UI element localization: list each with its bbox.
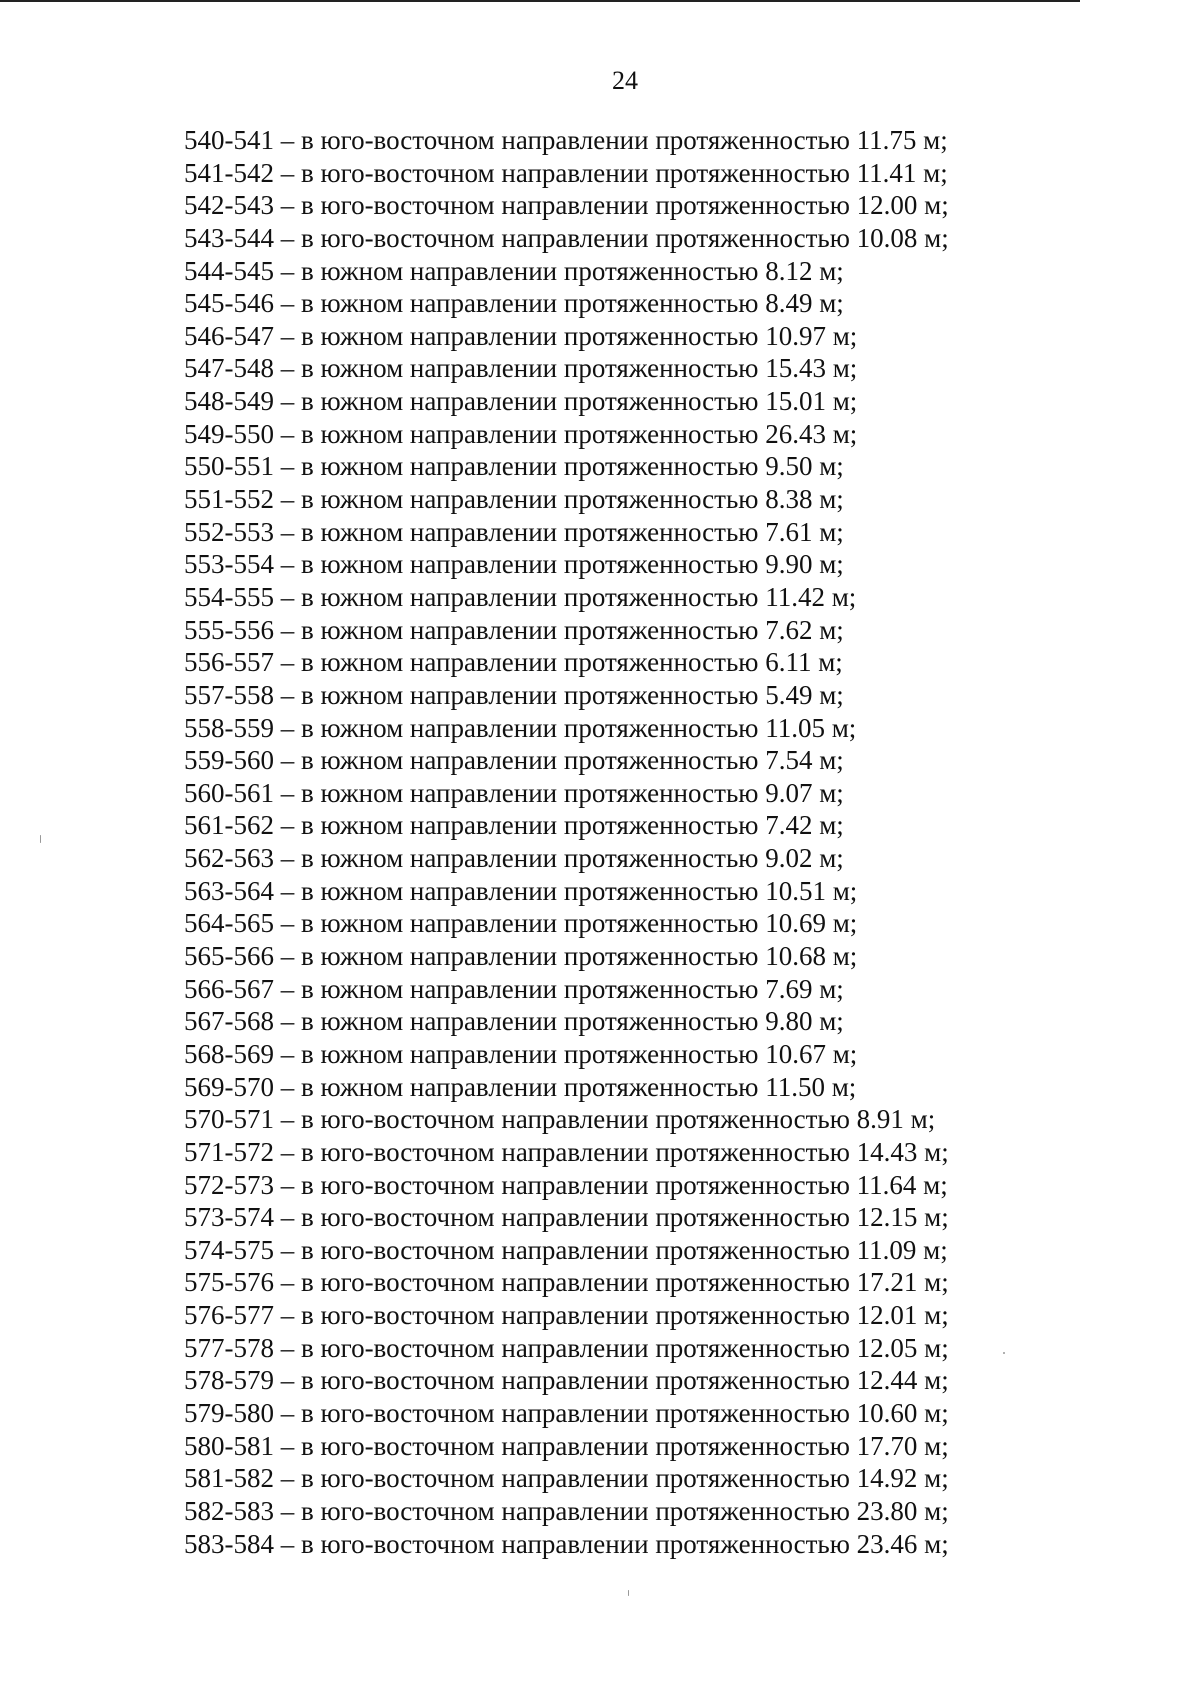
segment-line: 555-556 – в южном направлении протяженностью 7.62 м; <box>184 614 844 645</box>
segment-line: 575-576 – в юго-восточном направлении протяженностью 17.21 м; <box>184 1267 949 1298</box>
segment-line: 565-566 – в южном направлении протяженностью 10.68 м; <box>184 941 858 972</box>
segment-line: 560-561 – в южном направлении протяженностью 9.07 м; <box>184 777 844 808</box>
segment-line: 543-544 – в юго-восточном направлении протяженностью 10.08 м; <box>184 222 949 253</box>
segment-line: 545-546 – в южном направлении протяженностью 8.49 м; <box>184 288 844 319</box>
page-number: 24 <box>612 66 638 95</box>
segment-line: 577-578 – в юго-восточном направлении протяженностью 12.05 м; <box>184 1332 949 1363</box>
segment-line: 548-549 – в южном направлении протяженностью 15.01 м; <box>184 386 858 417</box>
segment-line: 541-542 – в юго-восточном направлении протяженностью 11.41 м; <box>184 157 948 188</box>
segment-line: 540-541 – в юго-восточном направлении протяженностью 11.75 м; <box>184 125 948 155</box>
segment-line: 557-558 – в южном направлении протяженностью 5.49 м; <box>184 679 844 710</box>
segment-line: 579-580 – в юго-восточном направлении протяженностью 10.60 м; <box>184 1397 949 1428</box>
boundary-segment-list <box>184 124 949 1560</box>
segment-line: 562-563 – в южном направлении протяженностью 9.02 м; <box>184 843 844 874</box>
segment-line: 574-575 – в юго-восточном направлении протяженностью 11.09 м; <box>184 1234 948 1265</box>
segment-line: 576-577 – в юго-восточном направлении протяженностью 12.01 м; <box>184 1300 949 1331</box>
segment-line: 569-570 – в южном направлении протяженностью 11.50 м; <box>184 1071 857 1102</box>
segment-line: 580-581 – в юго-восточном направлении протяженностью 17.70 м; <box>184 1430 949 1461</box>
scan-speck <box>40 835 41 843</box>
segment-line: 563-564 – в южном направлении протяженностью 10.51 м; <box>184 875 858 906</box>
segment-line: 573-574 – в юго-восточном направлении протяженностью 12.15 м; <box>184 1202 949 1233</box>
segment-line: 578-579 – в юго-восточном направлении протяженностью 12.44 м; <box>184 1365 949 1396</box>
scan-top-edge <box>0 0 1200 2</box>
segment-line: 547-548 – в южном направлении протяженностью 15.43 м; <box>184 353 858 384</box>
segment-line: 570-571 – в юго-восточном направлении протяженностью 8.91 м; <box>184 1104 936 1135</box>
segment-line: 567-568 – в южном направлении протяженностью 9.80 м; <box>184 1006 844 1037</box>
segment-line: 550-551 – в южном направлении протяженностью 9.50 м; <box>184 451 844 482</box>
scan-speck <box>1003 1352 1005 1354</box>
segment-line: 553-554 – в южном направлении протяженностью 9.90 м; <box>184 549 844 580</box>
segment-line: 571-572 – в юго-восточном направлении протяженностью 14.43 м; <box>184 1136 949 1167</box>
segment-line: 568-569 – в южном направлении протяженностью 10.67 м; <box>184 1038 858 1069</box>
segment-line: 556-557 – в южном направлении протяженностью 6.11 м; <box>184 647 843 678</box>
segment-line: 544-545 – в южном направлении протяженностью 8.12 м; <box>184 255 844 286</box>
segment-line: 564-565 – в южном направлении протяженностью 10.69 м; <box>184 908 858 939</box>
segment-line: 566-567 – в южном направлении протяженностью 7.69 м; <box>184 973 844 1004</box>
segment-line: 572-573 – в юго-восточном направлении протяженностью 11.64 м; <box>184 1169 948 1200</box>
segment-line: 554-555 – в южном направлении протяженностью 11.42 м; <box>184 581 857 612</box>
segment-line: 549-550 – в южном направлении протяженностью 26.43 м; <box>184 418 858 449</box>
segment-line: 583-584 – в юго-восточном направлении протяженностью 23.46 м; <box>184 1528 949 1559</box>
segment-line: 581-582 – в юго-восточном направлении протяженностью 14.92 м; <box>184 1463 949 1494</box>
segment-line: 559-560 – в южном направлении протяженностью 7.54 м; <box>184 745 844 776</box>
segment-line: 546-547 – в южном направлении протяженностью 10.97 м; <box>184 320 858 351</box>
segment-line: 551-552 – в южном направлении протяженностью 8.38 м; <box>184 484 844 515</box>
segment-line: 582-583 – в юго-восточном направлении протяженностью 23.80 м; <box>184 1495 949 1526</box>
segment-line: 561-562 – в южном направлении протяженностью 7.42 м; <box>184 810 844 841</box>
segment-line: 542-543 – в юго-восточном направлении протяженностью 12.00 м; <box>184 190 949 221</box>
segment-line: 558-559 – в южном направлении протяженностью 11.05 м; <box>184 712 857 743</box>
segment-line: 552-553 – в южном направлении протяженностью 7.61 м; <box>184 516 844 547</box>
scan-speck <box>628 1590 629 1596</box>
scan-top-edge-gap <box>1080 0 1200 2</box>
